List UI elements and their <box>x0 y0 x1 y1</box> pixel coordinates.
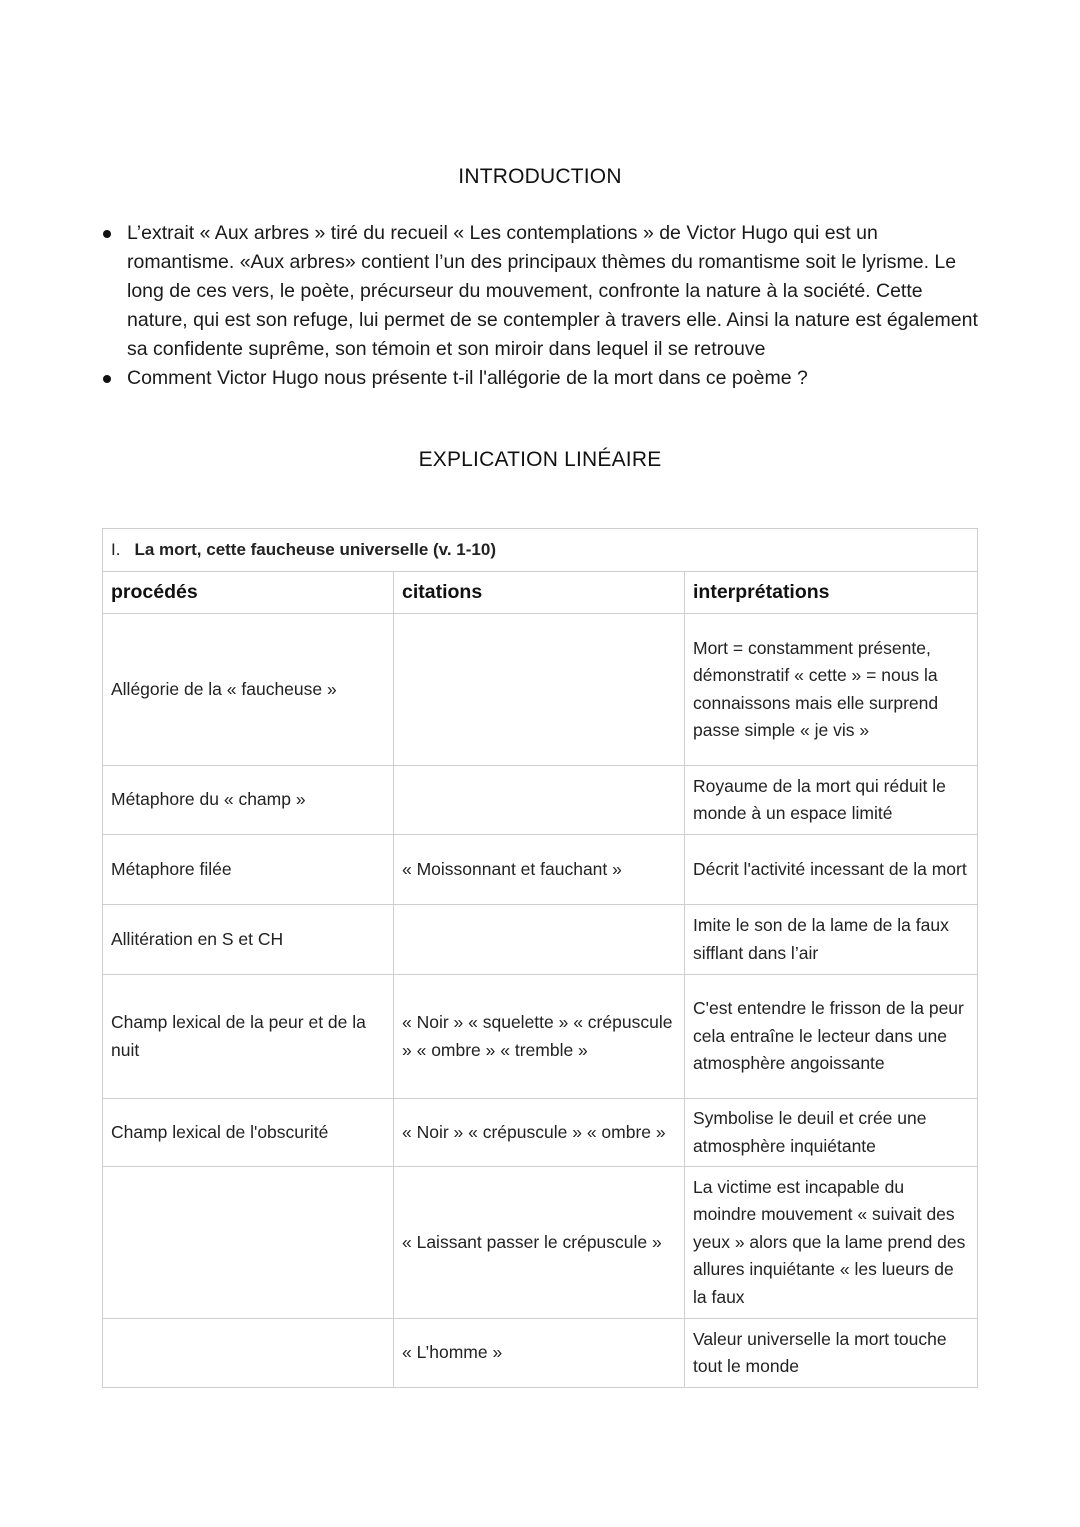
table-row <box>103 1099 978 1167</box>
procede-cell: Allégorie de la « faucheuse » <box>103 614 394 766</box>
interpretation-cell: C'est entendre le frisson de la peur cela entraîne le lecteur dans une atmosphère angoissante <box>685 975 978 1099</box>
interpretation-cell: Décrit l'activité incessant de la mort <box>685 835 978 905</box>
citation-cell: « Noir » « squelette » « crépuscule » « ombre » « tremble » <box>394 975 685 1099</box>
citation-cell: « Moissonnant et fauchant » <box>394 835 685 905</box>
table-header-row <box>103 572 978 614</box>
procede-cell <box>103 1167 394 1319</box>
table-row <box>103 975 978 1099</box>
section-title-text: La mort, cette faucheuse universelle (v. 1-10) <box>134 540 496 560</box>
citation-cell: « L’homme » <box>394 1319 685 1388</box>
procede-cell: Champ lexical de la peur et de la nuit <box>103 975 394 1099</box>
table-row <box>103 1167 978 1319</box>
column-header-procedes: procédés <box>103 572 394 614</box>
section-number: I. <box>111 540 121 560</box>
column-header-interpretations: interprétations <box>685 572 978 614</box>
table-row <box>103 766 978 835</box>
interpretation-cell: Mort = constamment présente, démonstratif « cette » = nous la connaissons mais elle surprend passe simple « je vis » <box>685 614 978 766</box>
procede-cell: Métaphore filée <box>103 835 394 905</box>
table-row <box>103 835 978 905</box>
citation-cell: « Noir » « crépuscule » « ombre » <box>394 1099 685 1167</box>
procede-cell: Allitération en S et CH <box>103 905 394 975</box>
explication-heading: EXPLICATION LINÉAIRE <box>418 448 662 471</box>
citation-cell <box>394 766 685 835</box>
bullet-text: L’extrait « Aux arbres » tiré du recueil « Les contemplations » de Victor Hugo qui est un romantisme. «Aux arbres» contient l’un des principaux thèmes du romantisme soit le lyrisme. Le long de ces vers, le poète, précurseur du mouvement, confronte la nature à la société. Cette nature, qui est son refuge, lui permet de se contempler à travers elle. Ainsi la nature est également sa confidente suprême, son témoin et son miroir dans lequel il se retrouve <box>127 222 978 360</box>
interpretation-cell: La victime est incapable du moindre mouvement « suivait des yeux » alors que la lame prend des allures inquiétante « les lueurs de la faux <box>685 1167 978 1319</box>
procede-cell <box>103 1319 394 1388</box>
column-header-citations: citations <box>394 572 685 614</box>
section-title <box>103 529 978 572</box>
analysis-table <box>102 528 978 1388</box>
procede-cell: Champ lexical de l'obscurité <box>103 1099 394 1167</box>
interpretation-cell: Valeur universelle la mort touche tout le monde <box>685 1319 978 1388</box>
citation-cell <box>394 614 685 766</box>
bullet-icon <box>103 375 111 383</box>
table-row <box>103 1319 978 1388</box>
introduction-heading: INTRODUCTION <box>458 165 622 188</box>
citation-cell: « Laissant passer le crépuscule » <box>394 1167 685 1319</box>
bullet-item <box>100 364 980 393</box>
table-row <box>103 614 978 766</box>
citation-cell <box>394 905 685 975</box>
bullet-icon <box>103 230 111 238</box>
table-row <box>103 905 978 975</box>
procede-cell: Métaphore du « champ » <box>103 766 394 835</box>
section-title-row <box>103 529 978 572</box>
interpretation-cell: Symbolise le deuil et crée une atmosphère inquiétante <box>685 1099 978 1167</box>
introduction-bullet-list <box>100 219 980 393</box>
interpretation-cell: Royaume de la mort qui réduit le monde à un espace limité <box>685 766 978 835</box>
bullet-item <box>100 219 980 364</box>
bullet-text: Comment Victor Hugo nous présente t-il l'allégorie de la mort dans ce poème ? <box>127 367 808 389</box>
interpretation-cell: Imite le son de la lame de la faux sifflant dans l’air <box>685 905 978 975</box>
